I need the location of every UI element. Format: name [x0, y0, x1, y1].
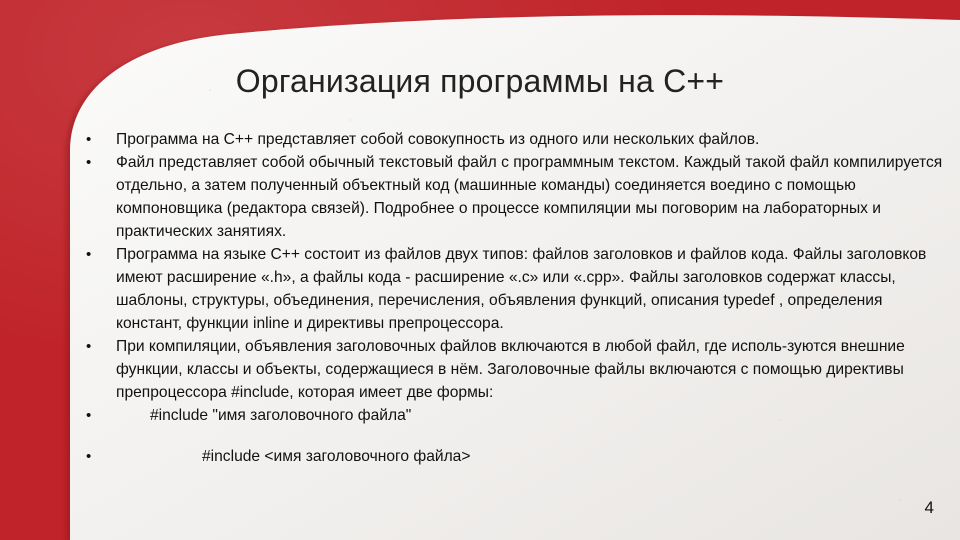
bullet-list [80, 128, 950, 468]
bullet-text: Программа на С++ представляет собой совокупность из одного или нескольких файлов. [116, 131, 760, 148]
bullet-text: Программа на языке С++ состоит из файлов двух типов: файлов заголовков и файлов кода. Файлы заголовков имеют расширение «.h», а файлы кода - расширение «.c» или «.cpp». Файлы заголовков содержат классы, шаблоны, структуры, объединения, перечисления, объявления функций, описания typedef , определения констант, функции inline и директивы препроцессора. [116, 246, 927, 332]
bullet-item-4 [80, 335, 950, 404]
bullet-dot-icon: • [86, 448, 92, 465]
bullet-dot-icon: • [86, 246, 92, 263]
bullet-dot-icon: • [86, 154, 92, 171]
slide-title: Организация программы на С++ [235, 63, 725, 99]
bullet-dot-icon: • [86, 131, 92, 148]
bullet-text: #include "имя заголовочного файла" [150, 407, 412, 424]
bullet-dot-icon: • [86, 338, 92, 355]
bullet-item-3 [80, 243, 950, 335]
bullet-item-include-angle [80, 445, 950, 468]
bullet-text: #include <имя заголовочного файла> [202, 448, 471, 465]
bullet-text: Файл представляет собой обычный текстовый файл с программным текстом. Каждый такой файл компилируется отдельно, а затем полученный объектный код (машинные команды) соединяется воедино с помощью компоновщика (редактора связей). Подробнее о процессе компиляции мы поговорим на лабораторных и практических занятиях. [116, 154, 943, 240]
bullet-dot-icon: • [86, 407, 92, 424]
page-number: 4 [924, 498, 934, 517]
bullet-item-2 [80, 151, 950, 243]
bullet-text: При компиляции, объявления заголовочных файлов включаются в любой файл, где исполь-зуются внешние функции, классы и объекты, содержащиеся в нём. Заголовочные файлы включаются с помощью директивы препроцессора #include, которая имеет две формы: [116, 338, 905, 401]
bullet-item-1 [80, 128, 950, 151]
bullet-item-include-quotes [80, 404, 950, 427]
